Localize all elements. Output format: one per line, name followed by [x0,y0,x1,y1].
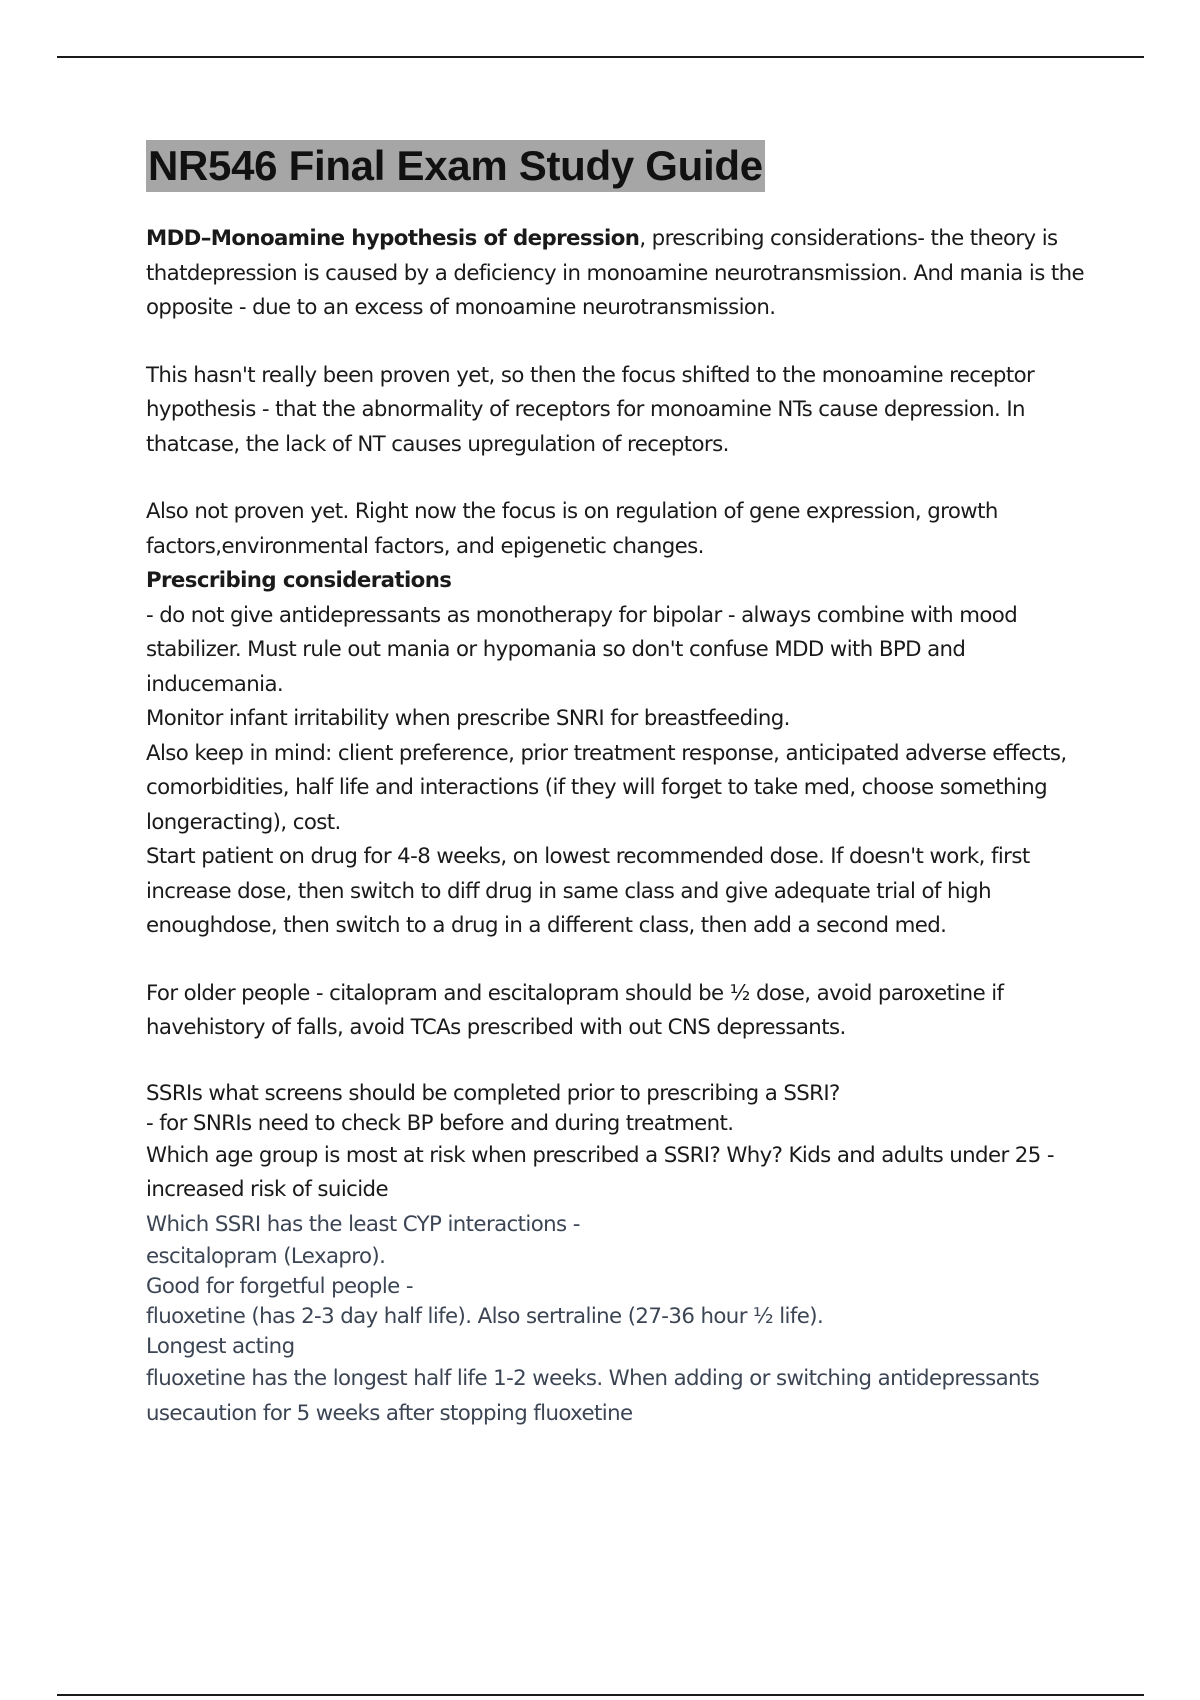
ssri-age-risk: Which age group is most at risk when prescribed a SSRI? Why? Kids and adults under 25 -increased risk of suicide [146,1142,1054,1202]
prescribing-considerations-list: Also keep in mind: client preference, prior treatment response, anticipated adverse effects, comorbidities, half life and interactions (if they will forget to take med, choose something longeracting), cost. [146,740,1067,835]
top-rule [57,56,1144,58]
prescribing-bipolar: - do not give antidepressants as monotherapy for bipolar - always combine with mood stabilizer. Must rule out mania or hypomania so don't confuse MDD with BPD and inducemania. [146,602,1018,697]
page-title: NR546 Final Exam Study Guide [146,140,765,192]
bottom-rule [57,1694,1144,1696]
longest-acting-question: Longest acting [146,1334,295,1359]
cyp-question: Which SSRI has the least CYP interactions - [146,1211,580,1237]
prescribing-titration: Start patient on drug for 4-8 weeks, on lowest recommended dose. If doesn't work, first increase dose, then switch to diff drug in same class and give adequate trial of high enoughdose, then switch to a drug in a different class, then add a second med. [146,844,1030,938]
intro-paragraph [146,222,1106,326]
snri-bp-answer: - for SNRIs need to check BP before and during treatment. [146,1110,734,1136]
gene-expression-paragraph: Also not proven yet. Right now the focus is on regulation of gene expression, growth factors,environmental factors, and epigenetic changes. [146,499,998,559]
longest-acting-answer: fluoxetine has the longest half life 1-2 weeks. When adding or switching antidepressants usecaution for 5 weeks after stopping fluoxetine [146,1366,1040,1426]
forgetful-answer: fluoxetine (has 2-3 day half life). Also sertraline (27-36 hour ½ life). [146,1304,824,1329]
intro-heading: MDD–Monoamine hypothesis of depression [146,226,640,251]
cyp-answer: escitalopram (Lexapro). [146,1244,386,1269]
ssri-screen-question: SSRIs what screens should be completed prior to prescribing a SSRI? [146,1080,840,1106]
intro-text: , prescribing considerations- the theory is thatdepression is caused by a deficiency in monoamine neurotransmission. And mania is the opposite - due to an excess of monoamine neurotransmission. [146,226,1085,320]
document-page [146,140,1106,1431]
older-people-paragraph: For older people - citalopram and escitalopram should be ½ dose, avoid paroxetine if havehistory of falls, avoid TCAs prescribed with out CNS depressants. [146,980,1004,1040]
forgetful-question: Good for forgetful people - [146,1274,413,1299]
prescribing-heading: Prescribing considerations [146,568,452,593]
receptor-hypothesis-paragraph: This hasn't really been proven yet, so then the focus shifted to the monoamine receptor hypothesis - that the abnormality of receptors for monoamine NTs cause depression. In thatcase, the lack of NT causes upregulation of receptors. [146,362,1035,457]
prescribing-breastfeeding: Monitor infant irritability when prescribe SNRI for breastfeeding. [146,706,790,731]
